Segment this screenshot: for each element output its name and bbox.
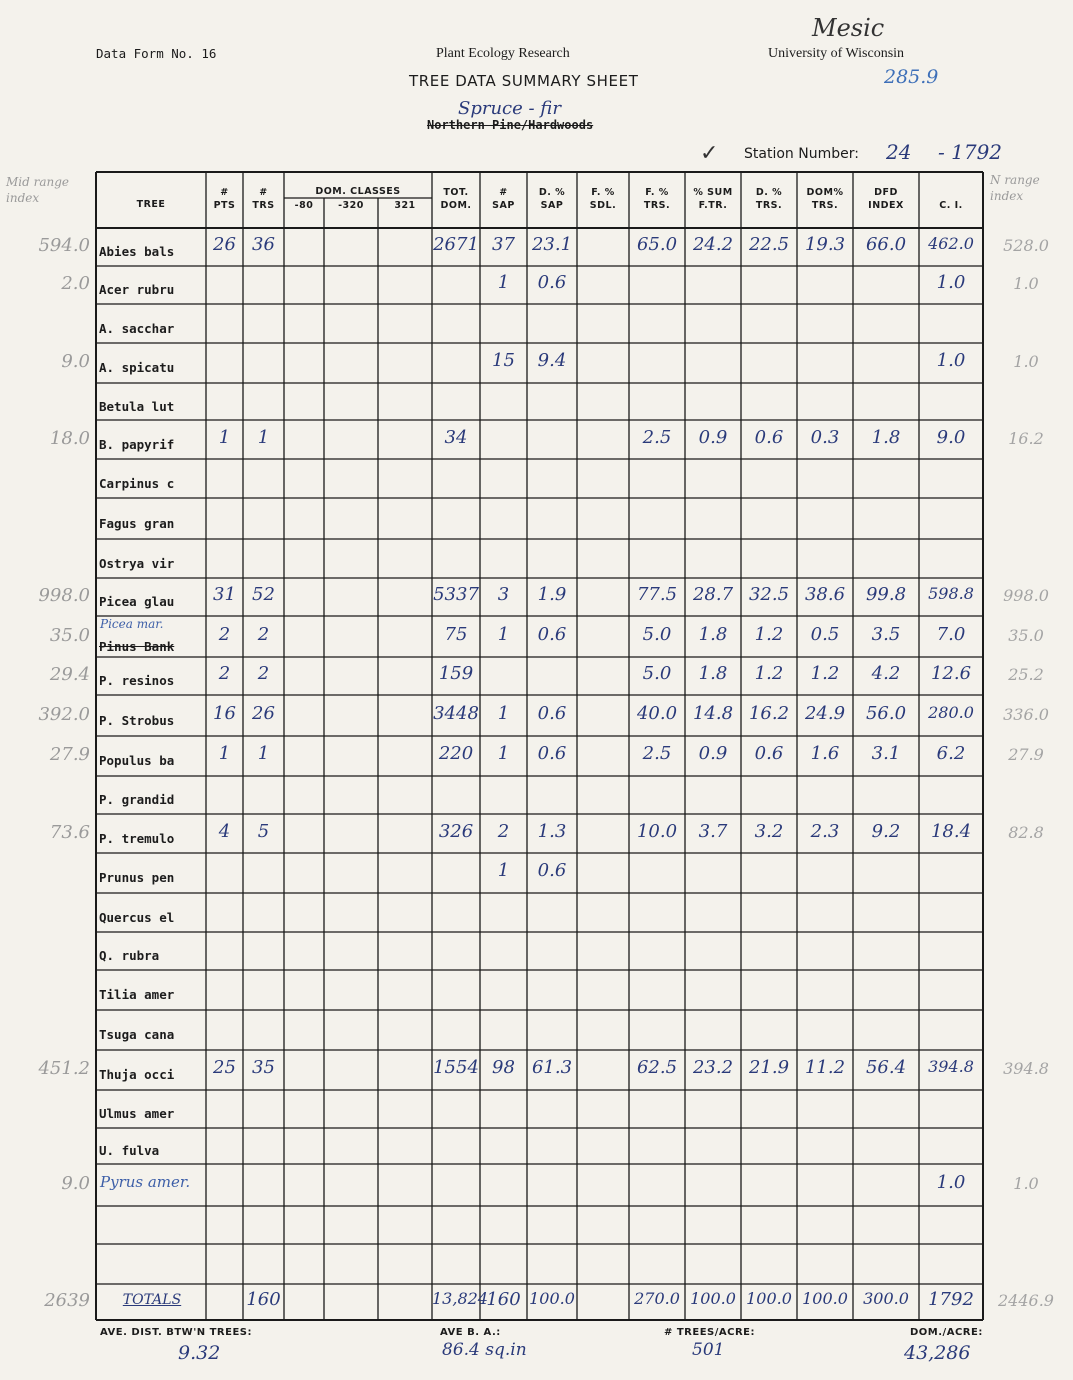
cell-pts: 2 (218, 663, 231, 684)
cell-dtrs: 22.5 (748, 234, 790, 255)
cell-sum: 3.7 (698, 820, 728, 842)
ave-ba-label: AVE B. A.: (440, 1327, 501, 1338)
check-mark-icon: ✓ (700, 140, 719, 165)
tree-species-name: A. spicatu (99, 360, 175, 375)
left-margin-index: 73.6 (49, 821, 90, 843)
cell-totdom: 2671 (433, 234, 479, 255)
cell-ftrs: 270.0 (634, 1289, 680, 1308)
trees-acre-label: # TREES/ACRE: (664, 1327, 756, 1338)
tree-species-name: P. resinos (99, 673, 175, 688)
cell-totdom: 159 (438, 663, 474, 684)
cell-dsap: 0.6 (537, 702, 567, 724)
cell-ci: 1792 (928, 1289, 974, 1310)
cell-dsap: 0.6 (537, 272, 567, 293)
dom-acre-label: DOM./ACRE: (910, 1327, 983, 1338)
cell-trs: 5 (257, 820, 270, 842)
tree-species-name: A. sacchar (99, 320, 175, 336)
cell-sum: 24.2 (692, 234, 734, 255)
ave-dist-label: AVE. DIST. BTW'N TREES: (100, 1327, 252, 1338)
left-margin-index: 18.0 (49, 427, 90, 449)
cell-sum: 0.9 (698, 743, 728, 764)
cell-dsap: 23.1 (531, 234, 573, 255)
tree-species-name: P. tremulo (99, 830, 175, 846)
cell-sap: 37 (492, 234, 515, 255)
cell-ci: 598.8 (928, 584, 974, 603)
cell-dtrs: 1.2 (754, 623, 784, 645)
cell-pts: 25 (213, 1057, 236, 1078)
tree-species-name: Tilia amer (99, 987, 175, 1002)
cell-domtrs: 1.2 (810, 663, 840, 684)
col-header-sap: # SAP (492, 187, 515, 211)
col-header-ci: C. I. (939, 200, 963, 211)
cell-totdom: 75 (444, 623, 468, 645)
left-margin-index: 35.0 (49, 624, 90, 646)
left-margin-index: 27.9 (49, 744, 90, 765)
cell-ftrs: 65.0 (636, 234, 678, 255)
tree-species-name: Picea glau (99, 594, 175, 609)
right-margin-index: 25.2 (1008, 665, 1044, 684)
cell-pts: 2 (218, 623, 231, 645)
tree-species-name: Thuja occi (99, 1067, 175, 1082)
cell-ftrs: 2.5 (642, 743, 672, 764)
form-title: TREE DATA SUMMARY SHEET (409, 72, 639, 90)
right-margin-index: 2446.9 (998, 1291, 1054, 1310)
cell-ftrs: 2.5 (642, 426, 672, 448)
forest-type-handwritten: Spruce - fir (458, 98, 561, 119)
cell-totdom: 3448 (433, 702, 479, 724)
left-margin-index: 998.0 (38, 585, 90, 606)
cell-dsap: 0.6 (537, 623, 567, 645)
cell-sap: 98 (492, 1057, 515, 1078)
tree-species-name: Ostrya vir (99, 555, 175, 571)
cell-dfd: 56.4 (865, 1057, 907, 1078)
cell-ci: 1.0 (936, 272, 966, 293)
cell-dtrs: 32.5 (748, 584, 790, 605)
cell-ftrs: 62.5 (636, 1057, 678, 1078)
cell-domtrs: 11.2 (804, 1057, 846, 1078)
cell-sum: 100.0 (690, 1289, 736, 1308)
right-margin-index: 528.0 (1003, 236, 1049, 255)
cell-dfd: 99.8 (865, 584, 907, 605)
left-margin-index: 392.0 (38, 703, 90, 725)
right-margin-index: 82.8 (1008, 822, 1044, 842)
col-header-dom-classes: DOM. CLASSES (315, 186, 401, 197)
tree-species-name: Tsuga cana (99, 1027, 175, 1042)
cell-trs: 160 (246, 1289, 281, 1310)
forest-type-struck: Northern Pine/Hardwoods (427, 118, 594, 132)
cell-dsap: 0.6 (537, 743, 567, 764)
cell-totdom: 13,824 (432, 1289, 488, 1308)
tree-species-handwritten: Pyrus amer. (100, 1173, 191, 1191)
tree-species-name: P. Strobus (99, 712, 175, 728)
right-margin-index: 16.2 (1008, 428, 1044, 448)
tree-species-name: Q. rubra (99, 948, 160, 963)
tree-species-name: B. papyrif (99, 436, 175, 452)
tree-species-name: Betula lut (99, 398, 175, 414)
cell-sap: 1 (497, 702, 510, 724)
cell-pts: 16 (213, 702, 236, 724)
tree-species-name: U. fulva (99, 1143, 160, 1158)
cell-ftrs: 5.0 (642, 623, 672, 645)
tree-species-name: Quercus el (99, 909, 175, 925)
cell-pts: 1 (218, 743, 231, 764)
cell-dsap: 61.3 (531, 1057, 573, 1078)
col-header-d-sap: D. % SAP (538, 187, 566, 211)
cell-domtrs: 19.3 (804, 234, 846, 255)
tree-species-name: Fagus gran (99, 515, 175, 531)
cell-dtrs: 0.6 (754, 743, 784, 764)
cell-domtrs: 1.6 (810, 743, 840, 764)
cell-domtrs: 2.3 (810, 820, 840, 842)
tree-species-name: Acer rubru (99, 282, 175, 297)
cell-domtrs: 24.9 (804, 702, 846, 724)
cell-dfd: 4.2 (871, 663, 901, 684)
cell-sum: 28.7 (692, 584, 734, 605)
left-margin-index: 29.4 (49, 664, 90, 685)
cell-sap: 2 (497, 820, 510, 842)
trees-acre-value: 501 (692, 1340, 725, 1360)
cell-ci: 7.0 (936, 623, 966, 645)
university-name: University of Wisconsin (768, 46, 905, 61)
left-margin-index: 2639 (44, 1290, 90, 1311)
col-header-f-trs: F. % TRS. (643, 187, 671, 211)
cell-ci: 6.2 (936, 743, 966, 764)
cell-trs: 35 (252, 1057, 275, 1078)
tree-species-name: Pinus Bank (99, 638, 175, 654)
cell-trs: 1 (257, 426, 270, 448)
col-header-tree: TREE (136, 199, 166, 210)
cell-sap: 15 (492, 350, 515, 371)
cell-domtrs: 100.0 (802, 1289, 848, 1308)
right-margin-index: 1.0 (1013, 1174, 1039, 1193)
cell-ci: 1.0 (936, 350, 966, 371)
station-label: Station Number: (744, 146, 859, 162)
cell-sum: 0.9 (698, 426, 728, 448)
col-header-dom-321: 321 (394, 200, 416, 211)
cell-sap: 1 (497, 743, 510, 764)
cell-ci: 9.0 (936, 426, 966, 448)
col-header-f-sdl: F. % SDL. (589, 187, 617, 211)
col-header-dom-80: -80 (294, 200, 314, 211)
cell-dsap: 0.6 (537, 860, 567, 881)
form-number: Data Form No. 16 (96, 46, 217, 61)
cell-pts: 1 (218, 426, 231, 448)
cell-ftrs: 10.0 (636, 820, 678, 842)
right-margin-index: 998.0 (1003, 586, 1049, 605)
cell-trs: 1 (257, 743, 270, 764)
right-margin-index: 336.0 (1003, 704, 1049, 724)
dom-acre-value: 43,286 (904, 1342, 971, 1364)
cell-dfd: 56.0 (865, 702, 907, 724)
cell-totdom: 326 (438, 820, 474, 842)
cell-dtrs: 1.2 (754, 663, 784, 684)
cell-ci: 18.4 (930, 820, 972, 842)
cell-dfd: 66.0 (865, 234, 907, 255)
col-header-trs: # TRS (252, 187, 275, 211)
cell-dsap: 100.0 (529, 1289, 575, 1308)
cell-dfd: 300.0 (863, 1289, 909, 1308)
cell-trs: 26 (252, 702, 275, 724)
left-margin-index: 2.0 (61, 273, 90, 294)
left-margin-header: Mid range index (6, 175, 70, 205)
right-margin-index: 27.9 (1008, 745, 1044, 764)
left-margin-index: 451.2 (38, 1058, 90, 1079)
cell-sum: 14.8 (692, 702, 734, 724)
cell-trs: 2 (257, 663, 270, 684)
cell-dsap: 9.4 (537, 350, 567, 371)
left-margin-index: 594.0 (38, 235, 90, 256)
tree-species-handwritten: Picea mar. (100, 616, 164, 631)
cell-dtrs: 3.2 (754, 820, 784, 842)
cell-pts: 4 (218, 820, 231, 842)
cell-sap: 160 (486, 1289, 521, 1310)
cell-dtrs: 100.0 (746, 1289, 792, 1308)
cell-pts: 26 (213, 234, 236, 255)
cell-dtrs: 0.6 (754, 426, 784, 448)
col-header-d-trs: D. % TRS. (755, 187, 783, 211)
tree-species-name: Ulmus amer (99, 1106, 175, 1121)
tree-species-name: Abies bals (99, 244, 175, 259)
cell-ftrs: 40.0 (636, 702, 678, 724)
cell-ftrs: 77.5 (636, 584, 678, 605)
cell-dsap: 1.3 (537, 820, 567, 842)
tree-species-name: Carpinus c (99, 475, 175, 491)
cell-ci: 394.8 (928, 1057, 974, 1076)
cell-ci: 462.0 (928, 234, 974, 253)
station-suffix: - 1792 (938, 140, 1003, 164)
cell-ci: 280.0 (928, 702, 974, 722)
right-margin-index: 1.0 (1013, 274, 1039, 293)
cell-domtrs: 0.3 (810, 426, 840, 448)
right-margin-index: 35.0 (1008, 625, 1044, 645)
top-right-number: 285.9 (884, 66, 939, 88)
cell-dtrs: 16.2 (748, 702, 790, 724)
cell-dfd: 3.1 (871, 743, 901, 764)
right-margin-index: 394.8 (1003, 1059, 1049, 1078)
cell-trs: 2 (257, 623, 270, 645)
cell-sap: 3 (497, 584, 510, 605)
col-header-sum-ftr: % SUM F.TR. (693, 187, 733, 211)
cell-domtrs: 38.6 (804, 584, 846, 605)
right-margin-header: N range index (990, 173, 1040, 203)
cell-dfd: 3.5 (871, 623, 901, 645)
cell-dsap: 1.9 (537, 584, 567, 605)
left-margin-index: 9.0 (61, 351, 90, 372)
tree-species-name: Prunus pen (99, 870, 175, 885)
col-header-dom-320: -320 (338, 200, 364, 211)
cell-totdom: 220 (438, 743, 474, 764)
cell-totdom: 1554 (433, 1057, 479, 1078)
cell-pts: 31 (213, 584, 236, 605)
cell-dfd: 9.2 (871, 820, 901, 842)
cell-sum: 23.2 (692, 1057, 734, 1078)
site-type-handwritten: Mesic (812, 14, 885, 42)
cell-sum: 1.8 (698, 663, 728, 684)
cell-domtrs: 0.5 (810, 623, 840, 645)
col-header-dom-trs: DOM% TRS. (806, 187, 844, 211)
cell-ftrs: 5.0 (642, 663, 672, 684)
org-name: Plant Ecology Research (436, 46, 570, 61)
tree-species-name: Populus ba (99, 753, 175, 768)
totals-label: TOTALS (122, 1292, 182, 1308)
col-header-tot-dom: TOT. DOM. (440, 187, 472, 211)
cell-totdom: 5337 (433, 584, 479, 605)
cell-sum: 1.8 (698, 623, 728, 645)
cell-trs: 52 (252, 584, 275, 605)
station-value: 24 (886, 140, 912, 164)
cell-totdom: 34 (444, 426, 468, 448)
cell-sap: 1 (497, 272, 510, 293)
cell-sap: 1 (497, 860, 510, 881)
cell-trs: 36 (252, 234, 275, 255)
cell-dfd: 1.8 (871, 426, 901, 448)
cell-ci: 12.6 (930, 663, 972, 684)
ave-dist-value: 9.32 (178, 1342, 221, 1364)
right-margin-index: 1.0 (1013, 352, 1039, 371)
col-header-dfd-index: DFD INDEX (868, 187, 904, 211)
cell-ci: 1.0 (936, 1172, 966, 1193)
left-margin-index: 9.0 (61, 1173, 90, 1194)
tree-species-name: P. grandid (99, 792, 175, 807)
cell-sap: 1 (497, 623, 510, 645)
col-header-pts: # PTS (213, 187, 236, 211)
ave-ba-value: 86.4 sq.in (442, 1340, 527, 1360)
cell-dtrs: 21.9 (748, 1057, 790, 1078)
